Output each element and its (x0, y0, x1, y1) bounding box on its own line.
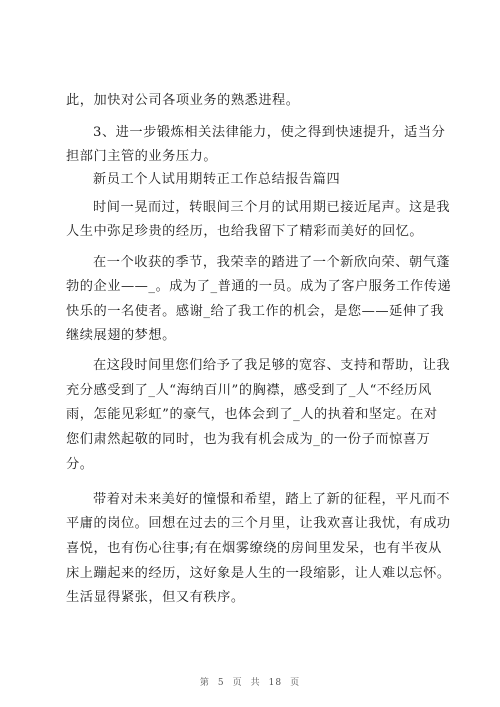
page-label: 第 (199, 678, 210, 688)
body-text-line: 快乐的一名使者。感谢_给了我工作的机会，是您——延伸了我 (66, 304, 445, 319)
body-text-line: 床上蹦起来的经历，这好象是人生的一段缩影，让人难以忘怀。 (66, 566, 451, 581)
body-text-line: 分。 (66, 457, 94, 472)
body-text-line: 生活显得紧张，但又有秩序。 (66, 590, 245, 605)
body-text-line: 时间一晃而过，转眼间三个月的试用期已接近尾声。这是我 (93, 200, 451, 215)
body-text-line: 在一个收获的季节，我荣幸的踏进了一个新欣向荣、朝气蓬 (93, 255, 451, 270)
body-text-line: 在这段时间里您们给予了我足够的宽容、支持和帮助，让我 (93, 358, 451, 373)
total-word: 页 (290, 678, 301, 688)
body-text-line: 平庸的岗位。回想在过去的三个月里，让我欢喜让我忧，有成功 (66, 516, 451, 531)
body-text-line: 继续展翅的梦想。 (66, 328, 176, 343)
page-word: 页 (232, 678, 243, 688)
body-text-line: 雨，怎能见彩虹”的豪气，也体会到了_人的执着和坚定。在对 (66, 407, 438, 422)
body-text-line: 勃的企业——_。成为了_普通的一员。成为了客户服务工作传递 (66, 279, 452, 294)
section-heading: 新员工个人试用期转正工作总结报告篇四 (93, 172, 341, 187)
body-text-line: 担部门主管的业务压力。 (66, 149, 218, 164)
body-text-line: 喜悦，也有伤心往事;有在烟雾缭绕的房间里发呆，也有半夜从 (66, 541, 442, 556)
body-text-line: 带着对未来美好的憧憬和希望，踏上了新的征程，平凡而不 (93, 492, 451, 507)
total-pages-number: 18 (268, 678, 283, 688)
body-text-line: 此，加快对公司各项业务的熟悉进程。 (66, 93, 300, 108)
body-text-line: 3、进一步锻炼相关法律能力，使之得到快速提升，适当分 (93, 125, 446, 140)
body-text-line: 您们肃然起敬的同时，也为我有机会成为_的一份子而惊喜万 (66, 432, 431, 447)
total-label: 共 (250, 678, 261, 688)
body-text-line: 人生中弥足珍贵的经历，也给我留下了精彩而美好的回忆。 (66, 224, 424, 239)
body-text-line: 充分感受到了_人“海纳百川”的胸襟，感受到了_人“不经历风 (66, 383, 432, 398)
page-footer (0, 675, 500, 688)
current-page-number: 5 (217, 678, 225, 688)
